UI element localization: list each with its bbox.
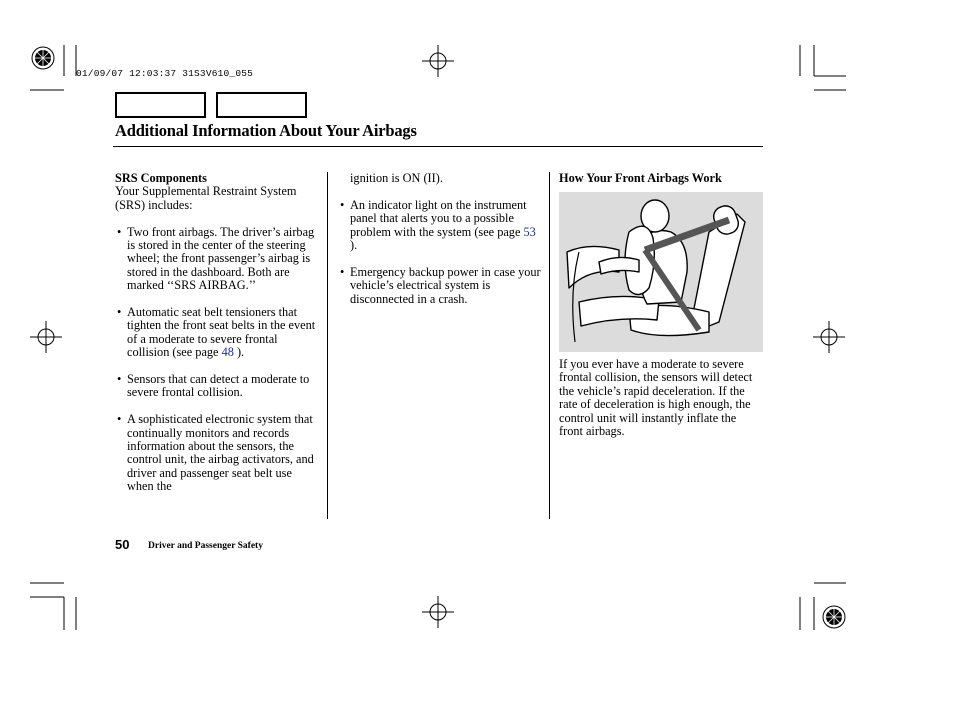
srs-components-list [115,226,320,494]
column-1 [115,172,320,507]
airbag-explanation: If you ever have a moderate to severe frontal collision, the sensors will detect the vehicle’s rapid deceleration. If the rate of deceleration is high enough, the control unit will instantly inflate the front airbags. [559,357,753,439]
print-stamp: 01/09/07 12:03:37 31S3V610_055 [76,68,254,79]
column-divider-2 [549,172,550,519]
section-heading-how-airbags-work: How Your Front Airbags Work [559,171,722,185]
list-item: • An indicator light on the instrument panel that alerts you to a possible problem with the system (see page 53 ). [338,199,541,253]
column-3 [559,172,763,185]
airbag-deployment-illustration [559,192,763,352]
column-divider-1 [327,172,328,519]
tab-box-right [216,92,307,118]
list-item: • A sophisticated electronic system that continually monitors and records information about the sensors, the control unit, the airbag activators, and driver and passenger seat belt use when the [115,413,320,493]
page-link-48[interactable]: 48 [221,345,234,360]
srs-intro: Your Supplemental Restraint System (SRS) includes: [115,184,297,212]
column-2 [338,172,541,319]
title-rule [113,146,763,147]
page-title: Additional Information About Your Airbags [115,121,417,140]
srs-components-list-continued [338,199,541,306]
list-item: • Automatic seat belt tensioners that tighten the front seat belts in the event of a moderate to severe frontal collision (see page 48 ). [115,306,320,360]
tab-box-left [115,92,206,118]
footer-section-title: Driver and Passenger Safety [148,541,263,551]
continued-text: ignition is ON (II). [350,171,443,185]
list-item: • Two front airbags. The driver’s airbag is stored in the center of the steering wheel; the front passenger’s airbag is stored in the dashboard. Both are marked ‘‘SRS AIRBAG.’’ [115,226,320,293]
list-item: • Sensors that can detect a moderate to severe frontal collision. [115,373,320,400]
page-number: 50 [115,537,130,552]
section-heading-srs: SRS Components [115,171,207,185]
page-link-53[interactable]: 53 [523,224,536,239]
airbag-figure-icon [559,192,763,352]
list-item: • Emergency backup power in case your vehicle’s electrical system is disconnected in a crash. [338,266,541,306]
